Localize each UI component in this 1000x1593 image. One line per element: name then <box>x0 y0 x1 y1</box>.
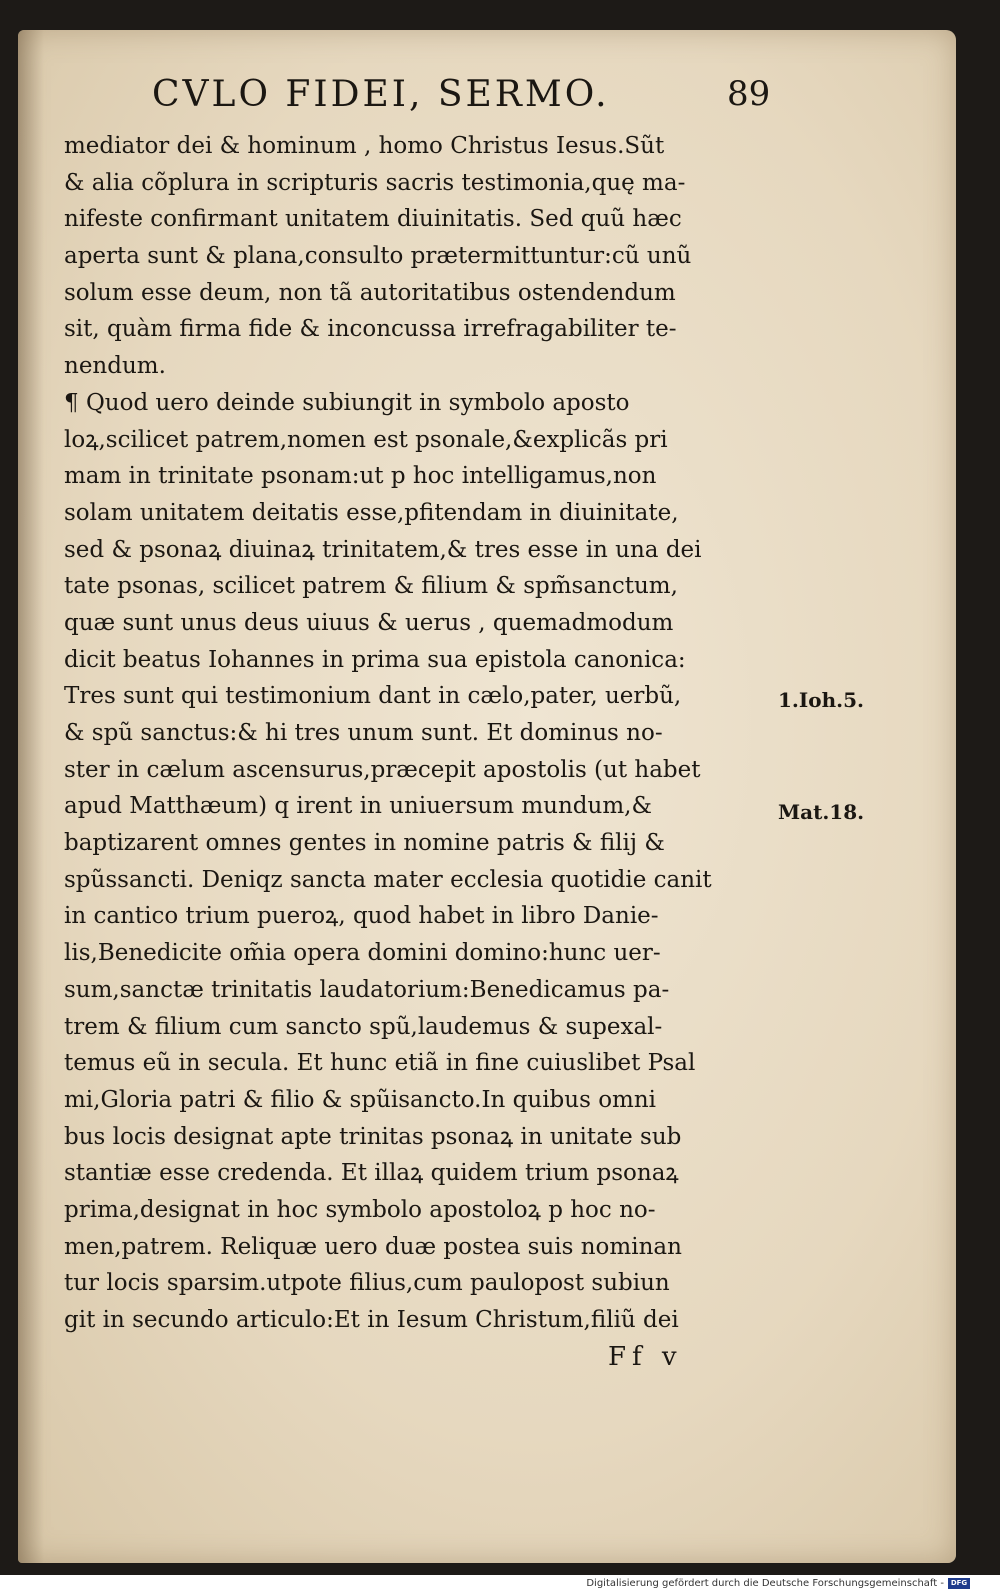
text-line: sed & psonaꝝ diuinaꝝ trinitatem,& tres esse in una dei <box>64 536 702 563</box>
page-number: 89 <box>727 74 771 114</box>
marginal-note: Mat.18. <box>778 800 865 824</box>
text-line: mi,Gloria patri & filio & spũisancto.In quibus omni <box>64 1086 657 1113</box>
text-line: ster in cælum ascensurus,præcepit apostolis (ut habet <box>64 756 701 783</box>
text-line: spũssancti. Deniqz sancta mater ecclesia quotidie canit <box>64 866 712 893</box>
digitization-credit <box>586 1578 970 1589</box>
running-head: CVLO FIDEI, SERMO. <box>152 74 610 115</box>
text-line: apud Matthæum) q irent in uniuersum mundum,& <box>64 793 652 820</box>
dfg-logo[interactable]: DFG <box>948 1578 970 1589</box>
text-line: sit, quàm firma fide & inconcussa irrefragabiliter te- <box>64 316 677 343</box>
body-text <box>64 128 776 1339</box>
text-line: sum,sanctæ trinitatis laudatorium:Benedicamus pa- <box>64 976 670 1003</box>
text-line: men,patrem. Reliquæ uero duæ postea suis nominan <box>64 1233 682 1260</box>
signature-mark: Ff v <box>608 1342 683 1372</box>
text-line: stantiæ esse credenda. Et illaꝝ quidem trium psonaꝝ <box>64 1160 679 1187</box>
text-line: solum esse deum, non tã autoritatibus ostendendum <box>64 279 676 306</box>
text-line: Tres sunt qui testimonium dant in cælo,pater, uerbũ, <box>64 683 682 710</box>
text-line: mam in trinitate psonam:ut p hoc intelligamus,non <box>64 463 657 490</box>
text-line: baptizarent omnes gentes in nomine patris & filij & <box>64 830 665 857</box>
text-line: tur locis sparsim.utpote filius,cum paulopost subiun <box>64 1270 670 1297</box>
text-line: mediator dei & hominum , homo Christus Iesus.Sũt <box>64 133 665 159</box>
text-line: aperta sunt & plana,consulto prætermittuntur:cũ unũ <box>64 243 692 270</box>
text-line: bus locis designat apte trinitas psonaꝝ in unitate sub <box>64 1123 682 1150</box>
text-line: nendum. <box>64 353 166 380</box>
text-line: lis,Benedicite om̃ia opera domini domino:hunc uer- <box>64 940 661 967</box>
text-line: loꝝ,scilicet patrem,nomen est psonale,&explicãs pri <box>64 426 668 453</box>
text-line: & alia cõplura in scripturis sacris testimonia,quę ma- <box>64 169 686 196</box>
credit-text: Digitalisierung gefördert durch die Deutsche Forschungsgemeinschaft - <box>586 1578 944 1589</box>
marginal-note: 1.Ioh.5. <box>778 688 864 712</box>
text-line: ¶ Quod uero deinde subiungit in symbolo aposto <box>64 389 630 416</box>
text-line: trem & filium cum sancto spũ,laudemus & supexal- <box>64 1013 663 1040</box>
text-line: quæ sunt unus deus uiuus & uerus , quemadmodum <box>64 609 674 636</box>
text-line: nifeste confirmant unitatem diuinitatis. Sed quũ hæc <box>64 206 682 233</box>
text-line: & spũ sanctus:& hi tres unum sunt. Et dominus no- <box>64 720 663 746</box>
text-line: solam unitatem deitatis esse,pfitendam in diuinitate, <box>64 499 679 526</box>
text-line: prima,designat in hoc symbolo apostoloꝝ p hoc no- <box>64 1196 656 1223</box>
text-line: in cantico trium pueroꝝ, quod habet in libro Danie- <box>64 903 659 930</box>
text-line: tate psonas, scilicet patrem & filium & spm̃sanctum, <box>64 573 678 600</box>
text-line: temus eũ in secula. Et hunc etiã in fine cuiuslibet Psal <box>64 1050 696 1077</box>
text-line: dicit beatus Iohannes in prima sua epistola canonica: <box>64 646 686 673</box>
text-line: git in secundo articulo:Et in Iesum Christum,filiũ dei <box>64 1307 679 1333</box>
